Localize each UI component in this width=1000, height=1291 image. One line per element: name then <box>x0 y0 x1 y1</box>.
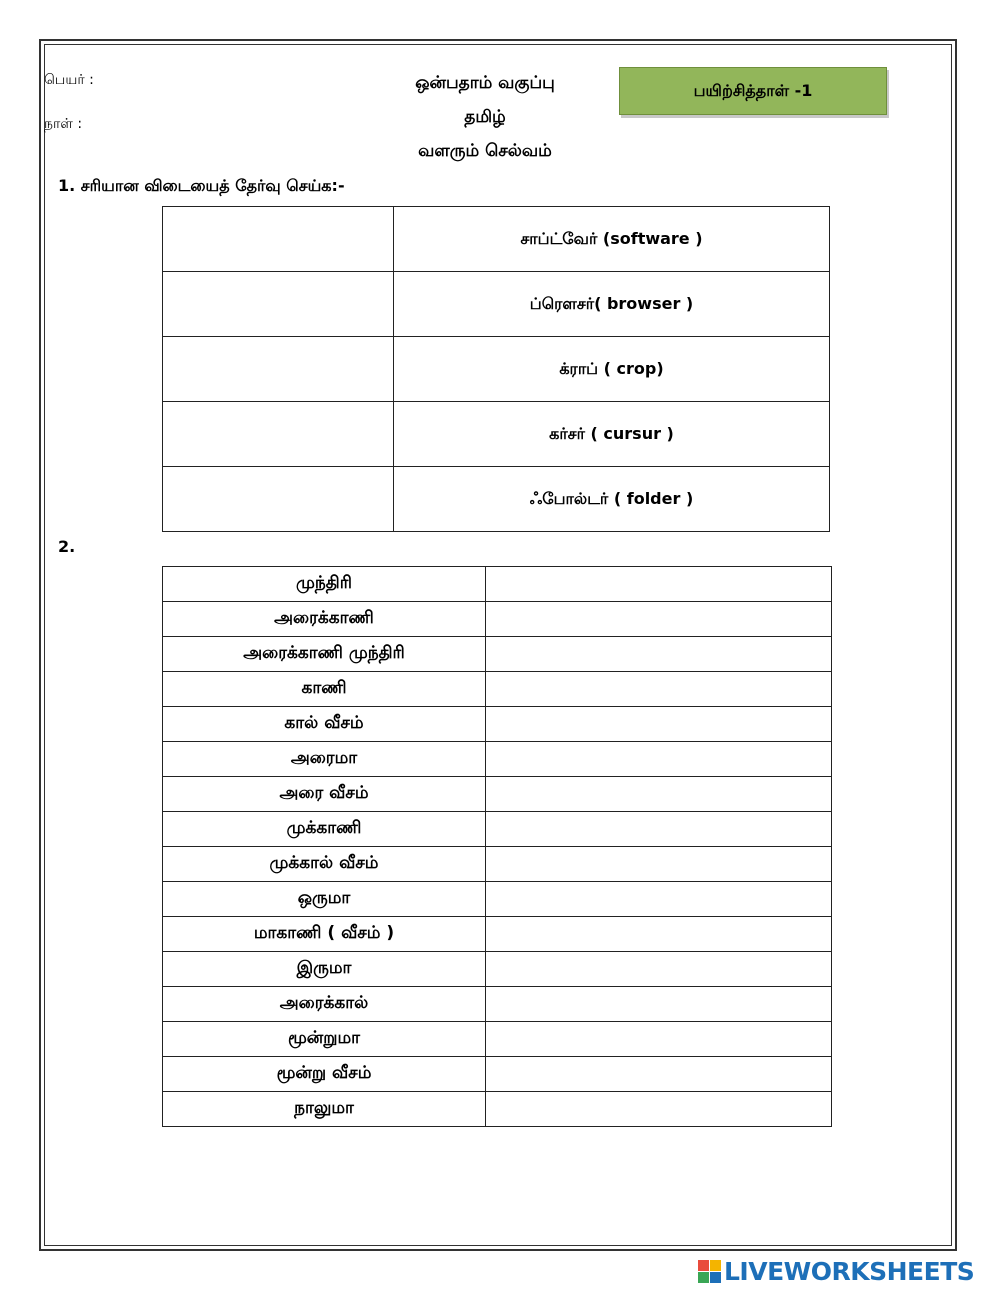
liveworksheets-logo <box>698 1255 974 1287</box>
answer-cell[interactable] <box>486 847 832 882</box>
term-cell: காணி <box>163 672 486 707</box>
answer-cell[interactable] <box>486 1092 832 1127</box>
question-2-label: 2. <box>58 537 76 556</box>
table-row <box>163 467 830 532</box>
table-row <box>163 742 832 777</box>
table-row <box>163 337 830 402</box>
answer-cell[interactable] <box>163 272 394 337</box>
table-row <box>163 847 832 882</box>
question-1-label: 1. சரியான விடையைத் தேர்வு செய்க:- <box>58 176 345 195</box>
answer-cell[interactable] <box>486 672 832 707</box>
answer-cell[interactable] <box>486 742 832 777</box>
table-row <box>163 637 832 672</box>
table-row <box>163 1057 832 1092</box>
table-row <box>163 272 830 337</box>
table-row <box>163 1092 832 1127</box>
table-row <box>163 707 832 742</box>
title-lesson: வளரும் செல்வம் <box>418 141 552 161</box>
word-cell: சாப்ட்வேர் (software ) <box>394 207 830 272</box>
table-row <box>163 952 832 987</box>
word-cell: ப்ரௌசர்( browser ) <box>394 272 830 337</box>
date-label: நாள் : <box>44 116 83 132</box>
question-2-table <box>162 566 832 1127</box>
table-row <box>163 567 832 602</box>
word-cell: கர்சர் ( cursur ) <box>394 402 830 467</box>
answer-cell[interactable] <box>486 987 832 1022</box>
term-cell: முக்கால் வீசம் <box>163 847 486 882</box>
table-row <box>163 1022 832 1057</box>
answer-cell[interactable] <box>486 777 832 812</box>
term-cell: அரைக்கால் <box>163 987 486 1022</box>
term-cell: மூன்றுமா <box>163 1022 486 1057</box>
term-cell: நாலுமா <box>163 1092 486 1127</box>
table-row <box>163 672 832 707</box>
title-class: ஒன்பதாம் வகுப்பு <box>415 73 555 93</box>
table-row <box>163 987 832 1022</box>
answer-cell[interactable] <box>486 707 832 742</box>
answer-cell[interactable] <box>486 952 832 987</box>
term-cell: மூன்று வீசம் <box>163 1057 486 1092</box>
table-row <box>163 602 832 637</box>
title-subject: தமிழ் <box>464 107 506 127</box>
worksheet-badge-label: பயிற்சித்தாள் -1 <box>693 80 813 100</box>
term-cell: அரை வீசம் <box>163 777 486 812</box>
word-cell: ஃபோல்டர் ( folder ) <box>394 467 830 532</box>
term-cell: அரைமா <box>163 742 486 777</box>
answer-cell[interactable] <box>163 467 394 532</box>
name-label: பெயர் : <box>44 72 94 88</box>
table-row <box>163 812 832 847</box>
table-row <box>163 882 832 917</box>
answer-cell[interactable] <box>486 812 832 847</box>
term-cell: ஒருமா <box>163 882 486 917</box>
table-row <box>163 402 830 467</box>
term-cell: அரைக்காணி <box>163 602 486 637</box>
answer-cell[interactable] <box>486 917 832 952</box>
term-cell: கால் வீசம் <box>163 707 486 742</box>
table-row <box>163 777 832 812</box>
answer-cell[interactable] <box>486 1022 832 1057</box>
table-row <box>163 207 830 272</box>
table-row <box>163 917 832 952</box>
answer-cell[interactable] <box>163 402 394 467</box>
answer-cell[interactable] <box>486 567 832 602</box>
term-cell: மாகாணி ( வீசம் ) <box>163 917 486 952</box>
answer-cell[interactable] <box>486 637 832 672</box>
answer-cell[interactable] <box>486 602 832 637</box>
term-cell: முக்காணி <box>163 812 486 847</box>
word-cell: க்ராப் ( crop) <box>394 337 830 402</box>
worksheet-badge <box>619 67 887 115</box>
logo-text: LIVEWORKSHEETS <box>724 1256 975 1286</box>
answer-cell[interactable] <box>163 207 394 272</box>
term-cell: இருமா <box>163 952 486 987</box>
term-cell: முந்திரி <box>163 567 486 602</box>
logo-blocks-icon <box>698 1260 721 1283</box>
answer-cell[interactable] <box>486 882 832 917</box>
answer-cell[interactable] <box>163 337 394 402</box>
term-cell: அரைக்காணி முந்திரி <box>163 637 486 672</box>
answer-cell[interactable] <box>486 1057 832 1092</box>
question-1-table <box>162 206 830 532</box>
